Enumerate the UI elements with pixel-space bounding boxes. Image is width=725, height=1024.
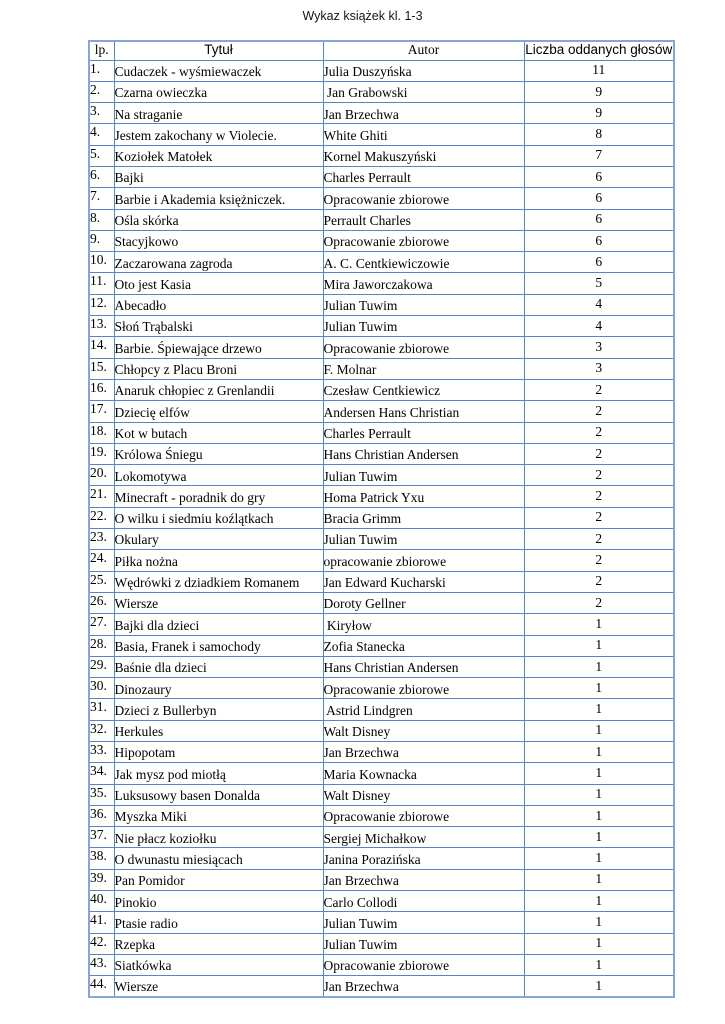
cell-author: Jan Edward Kucharski [323,571,524,592]
cell-title: Pinokio [114,891,323,912]
cell-votes: 2 [524,592,674,613]
cell-lp: 6. [89,166,114,187]
cell-author: Opracowanie zbiorowe [323,188,524,209]
cell-votes: 2 [524,379,674,400]
cell-lp: 27. [89,614,114,635]
cell-votes: 4 [524,316,674,337]
cell-votes: 1 [524,614,674,635]
cell-votes: 1 [524,720,674,741]
table-row [89,337,674,358]
table-row [89,763,674,784]
table-row [89,124,674,145]
cell-lp: 40. [89,891,114,912]
cell-lp: 9. [89,230,114,251]
cell-lp: 15. [89,358,114,379]
cell-author: Julian Tuwim [323,316,524,337]
cell-lp: 41. [89,912,114,933]
cell-votes: 1 [524,827,674,848]
cell-title: Kot w butach [114,422,323,443]
cell-author: Czesław Centkiewicz [323,379,524,400]
cell-lp: 36. [89,805,114,826]
cell-lp: 20. [89,465,114,486]
cell-lp: 34. [89,763,114,784]
cell-votes: 2 [524,486,674,507]
cell-votes: 2 [524,529,674,550]
cell-author: Kornel Makuszyński [323,145,524,166]
cell-author: Kiryłow [323,614,524,635]
cell-title: Zaczarowana zagroda [114,252,323,273]
cell-title: Wędrówki z dziadkiem Romanem [114,571,323,592]
cell-lp: 21. [89,486,114,507]
cell-title: Okulary [114,529,323,550]
cell-author: Doroty Gellner [323,592,524,613]
cell-lp: 7. [89,188,114,209]
cell-title: Dinozaury [114,678,323,699]
cell-author: Perrault Charles [323,209,524,230]
cell-votes: 4 [524,294,674,315]
cell-title: Luksusowy basen Donalda [114,784,323,805]
cell-votes: 1 [524,933,674,954]
cell-lp: 14. [89,337,114,358]
cell-lp: 35. [89,784,114,805]
cell-author: Hans Christian Andersen [323,656,524,677]
cell-lp: 4. [89,124,114,145]
table-row [89,81,674,102]
cell-author: Jan Grabowski [323,81,524,102]
cell-title: Chłopcy z Placu Broni [114,358,323,379]
cell-votes: 2 [524,401,674,422]
cell-votes: 1 [524,699,674,720]
table-row [89,571,674,592]
cell-lp: 12. [89,294,114,315]
cell-title: Ośla skórka [114,209,323,230]
cell-lp: 23. [89,529,114,550]
cell-author: Homa Patrick Yxu [323,486,524,507]
cell-votes: 6 [524,252,674,273]
cell-title: Myszka Miki [114,805,323,826]
cell-author: Mira Jaworczakowa [323,273,524,294]
table-row [89,60,674,81]
table-row [89,465,674,486]
cell-author: Julian Tuwim [323,465,524,486]
cell-votes: 1 [524,848,674,869]
cell-title: Wiersze [114,976,323,997]
cell-author: opracowanie zbiorowe [323,550,524,571]
cell-title: Rzepka [114,933,323,954]
cell-author: A. C. Centkiewiczowie [323,252,524,273]
table-row [89,486,674,507]
cell-lp: 39. [89,869,114,890]
table-row [89,869,674,890]
cell-votes: 2 [524,443,674,464]
cell-title: Czarna owieczka [114,81,323,102]
cell-author: Walt Disney [323,720,524,741]
cell-lp: 19. [89,443,114,464]
cell-title: Koziołek Matołek [114,145,323,166]
cell-lp: 16. [89,379,114,400]
cell-votes: 2 [524,550,674,571]
cell-author: Julian Tuwim [323,294,524,315]
cell-votes: 1 [524,635,674,656]
cell-title: Stacyjkowo [114,230,323,251]
cell-votes: 9 [524,103,674,124]
table-row [89,678,674,699]
cell-lp: 22. [89,507,114,528]
table-row [89,805,674,826]
cell-author: Bracia Grimm [323,507,524,528]
cell-votes: 1 [524,869,674,890]
table-row [89,294,674,315]
table-row [89,848,674,869]
cell-lp: 37. [89,827,114,848]
cell-author: Jan Brzechwa [323,869,524,890]
document-title: Wykaz książek kl. 1-3 [302,9,423,23]
column-header-votes: Liczba oddanych głosów [524,41,674,60]
cell-votes: 9 [524,81,674,102]
cell-title: Hipopotam [114,742,323,763]
cell-votes: 1 [524,763,674,784]
table-row [89,379,674,400]
cell-title: Piłka nożna [114,550,323,571]
column-header-lp: lp. [89,41,114,60]
cell-author: White Ghiti [323,124,524,145]
table-row [89,742,674,763]
cell-lp: 31. [89,699,114,720]
table-row [89,635,674,656]
cell-votes: 1 [524,784,674,805]
cell-votes: 1 [524,891,674,912]
cell-title: Minecraft - poradnik do gry [114,486,323,507]
cell-title: Baśnie dla dzieci [114,656,323,677]
cell-author: Charles Perrault [323,166,524,187]
table-row [89,912,674,933]
table-row [89,592,674,613]
cell-lp: 3. [89,103,114,124]
cell-lp: 33. [89,742,114,763]
table-row [89,656,674,677]
table-body [89,60,674,997]
cell-author: Opracowanie zbiorowe [323,954,524,975]
cell-votes: 11 [524,60,674,81]
cell-author: Walt Disney [323,784,524,805]
table-header-row [89,41,674,60]
cell-title: Królowa Śniegu [114,443,323,464]
cell-author: Opracowanie zbiorowe [323,230,524,251]
table-row [89,230,674,251]
cell-title: Bajki [114,166,323,187]
cell-lp: 29. [89,656,114,677]
cell-title: Basia, Franek i samochody [114,635,323,656]
cell-votes: 6 [524,166,674,187]
cell-title: Wiersze [114,592,323,613]
table-row [89,784,674,805]
cell-author: Opracowanie zbiorowe [323,337,524,358]
cell-author: Julia Duszyńska [323,60,524,81]
cell-lp: 13. [89,316,114,337]
cell-votes: 5 [524,273,674,294]
table-row [89,166,674,187]
cell-author: Julian Tuwim [323,529,524,550]
cell-author: Opracowanie zbiorowe [323,805,524,826]
cell-title: Ptasie radio [114,912,323,933]
table-row [89,507,674,528]
table-row [89,273,674,294]
cell-title: Jak mysz pod miotłą [114,763,323,784]
table-row [89,209,674,230]
cell-lp: 1. [89,60,114,81]
table-row [89,422,674,443]
table-row [89,954,674,975]
cell-votes: 7 [524,145,674,166]
table-row [89,443,674,464]
column-header-title: Tytuł [114,41,323,60]
cell-title: Barbie i Akademia księżniczek. [114,188,323,209]
cell-title: Pan Pomidor [114,869,323,890]
table-row [89,316,674,337]
cell-votes: 2 [524,507,674,528]
cell-author: Jan Brzechwa [323,742,524,763]
cell-title: Cudaczek - wyśmiewaczek [114,60,323,81]
cell-title: Na straganie [114,103,323,124]
table-row [89,358,674,379]
cell-lp: 30. [89,678,114,699]
cell-lp: 32. [89,720,114,741]
cell-author: Charles Perrault [323,422,524,443]
cell-lp: 11. [89,273,114,294]
cell-votes: 3 [524,337,674,358]
table-row [89,145,674,166]
cell-author: Maria Kownacka [323,763,524,784]
table-row [89,529,674,550]
cell-votes: 1 [524,656,674,677]
cell-author: Andersen Hans Christian [323,401,524,422]
cell-lp: 43. [89,954,114,975]
cell-author: Zofia Stanecka [323,635,524,656]
cell-lp: 26. [89,592,114,613]
table-row [89,827,674,848]
cell-author: Julian Tuwim [323,933,524,954]
cell-author: Jan Brzechwa [323,976,524,997]
cell-lp: 8. [89,209,114,230]
cell-votes: 1 [524,912,674,933]
cell-author: Sergiej Michałkow [323,827,524,848]
cell-lp: 2. [89,81,114,102]
cell-author: Julian Tuwim [323,912,524,933]
cell-votes: 1 [524,954,674,975]
cell-lp: 5. [89,145,114,166]
table-row [89,188,674,209]
table-row [89,720,674,741]
cell-author: Opracowanie zbiorowe [323,678,524,699]
table-row [89,252,674,273]
cell-title: O dwunastu miesiącach [114,848,323,869]
cell-lp: 24. [89,550,114,571]
cell-votes: 8 [524,124,674,145]
cell-votes: 1 [524,805,674,826]
cell-title: Dzieci z Bullerbyn [114,699,323,720]
cell-title: Herkules [114,720,323,741]
cell-author: F. Molnar [323,358,524,379]
cell-lp: 10. [89,252,114,273]
cell-votes: 1 [524,742,674,763]
cell-lp: 18. [89,422,114,443]
cell-title: Barbie. Śpiewające drzewo [114,337,323,358]
cell-votes: 3 [524,358,674,379]
cell-lp: 17. [89,401,114,422]
cell-title: Abecadło [114,294,323,315]
cell-votes: 2 [524,422,674,443]
table-row [89,401,674,422]
cell-title: Lokomotywa [114,465,323,486]
cell-votes: 2 [524,571,674,592]
cell-title: Oto jest Kasia [114,273,323,294]
cell-title: Dziecię elfów [114,401,323,422]
cell-votes: 6 [524,188,674,209]
table-row [89,550,674,571]
cell-votes: 2 [524,465,674,486]
cell-title: Jestem zakochany w Violecie. [114,124,323,145]
table-row [89,891,674,912]
cell-lp: 28. [89,635,114,656]
book-list-table [88,40,675,998]
cell-author: Hans Christian Andersen [323,443,524,464]
cell-lp: 38. [89,848,114,869]
table-row [89,103,674,124]
cell-title: Siatkówka [114,954,323,975]
cell-lp: 25. [89,571,114,592]
cell-author: Carlo Collodi [323,891,524,912]
cell-votes: 6 [524,230,674,251]
cell-author: Astrid Lindgren [323,699,524,720]
table-row [89,933,674,954]
cell-title: Słoń Trąbalski [114,316,323,337]
table-row [89,699,674,720]
cell-title: O wilku i siedmiu koźlątkach [114,507,323,528]
cell-votes: 1 [524,678,674,699]
cell-lp: 42. [89,933,114,954]
cell-title: Nie płacz koziołku [114,827,323,848]
table-row [89,976,674,997]
column-header-author: Autor [323,41,524,60]
cell-author: Jan Brzechwa [323,103,524,124]
cell-title: Anaruk chłopiec z Grenlandii [114,379,323,400]
cell-votes: 1 [524,976,674,997]
cell-lp: 44. [89,976,114,997]
cell-author: Janina Porazińska [323,848,524,869]
cell-title: Bajki dla dzieci [114,614,323,635]
table-row [89,614,674,635]
cell-votes: 6 [524,209,674,230]
